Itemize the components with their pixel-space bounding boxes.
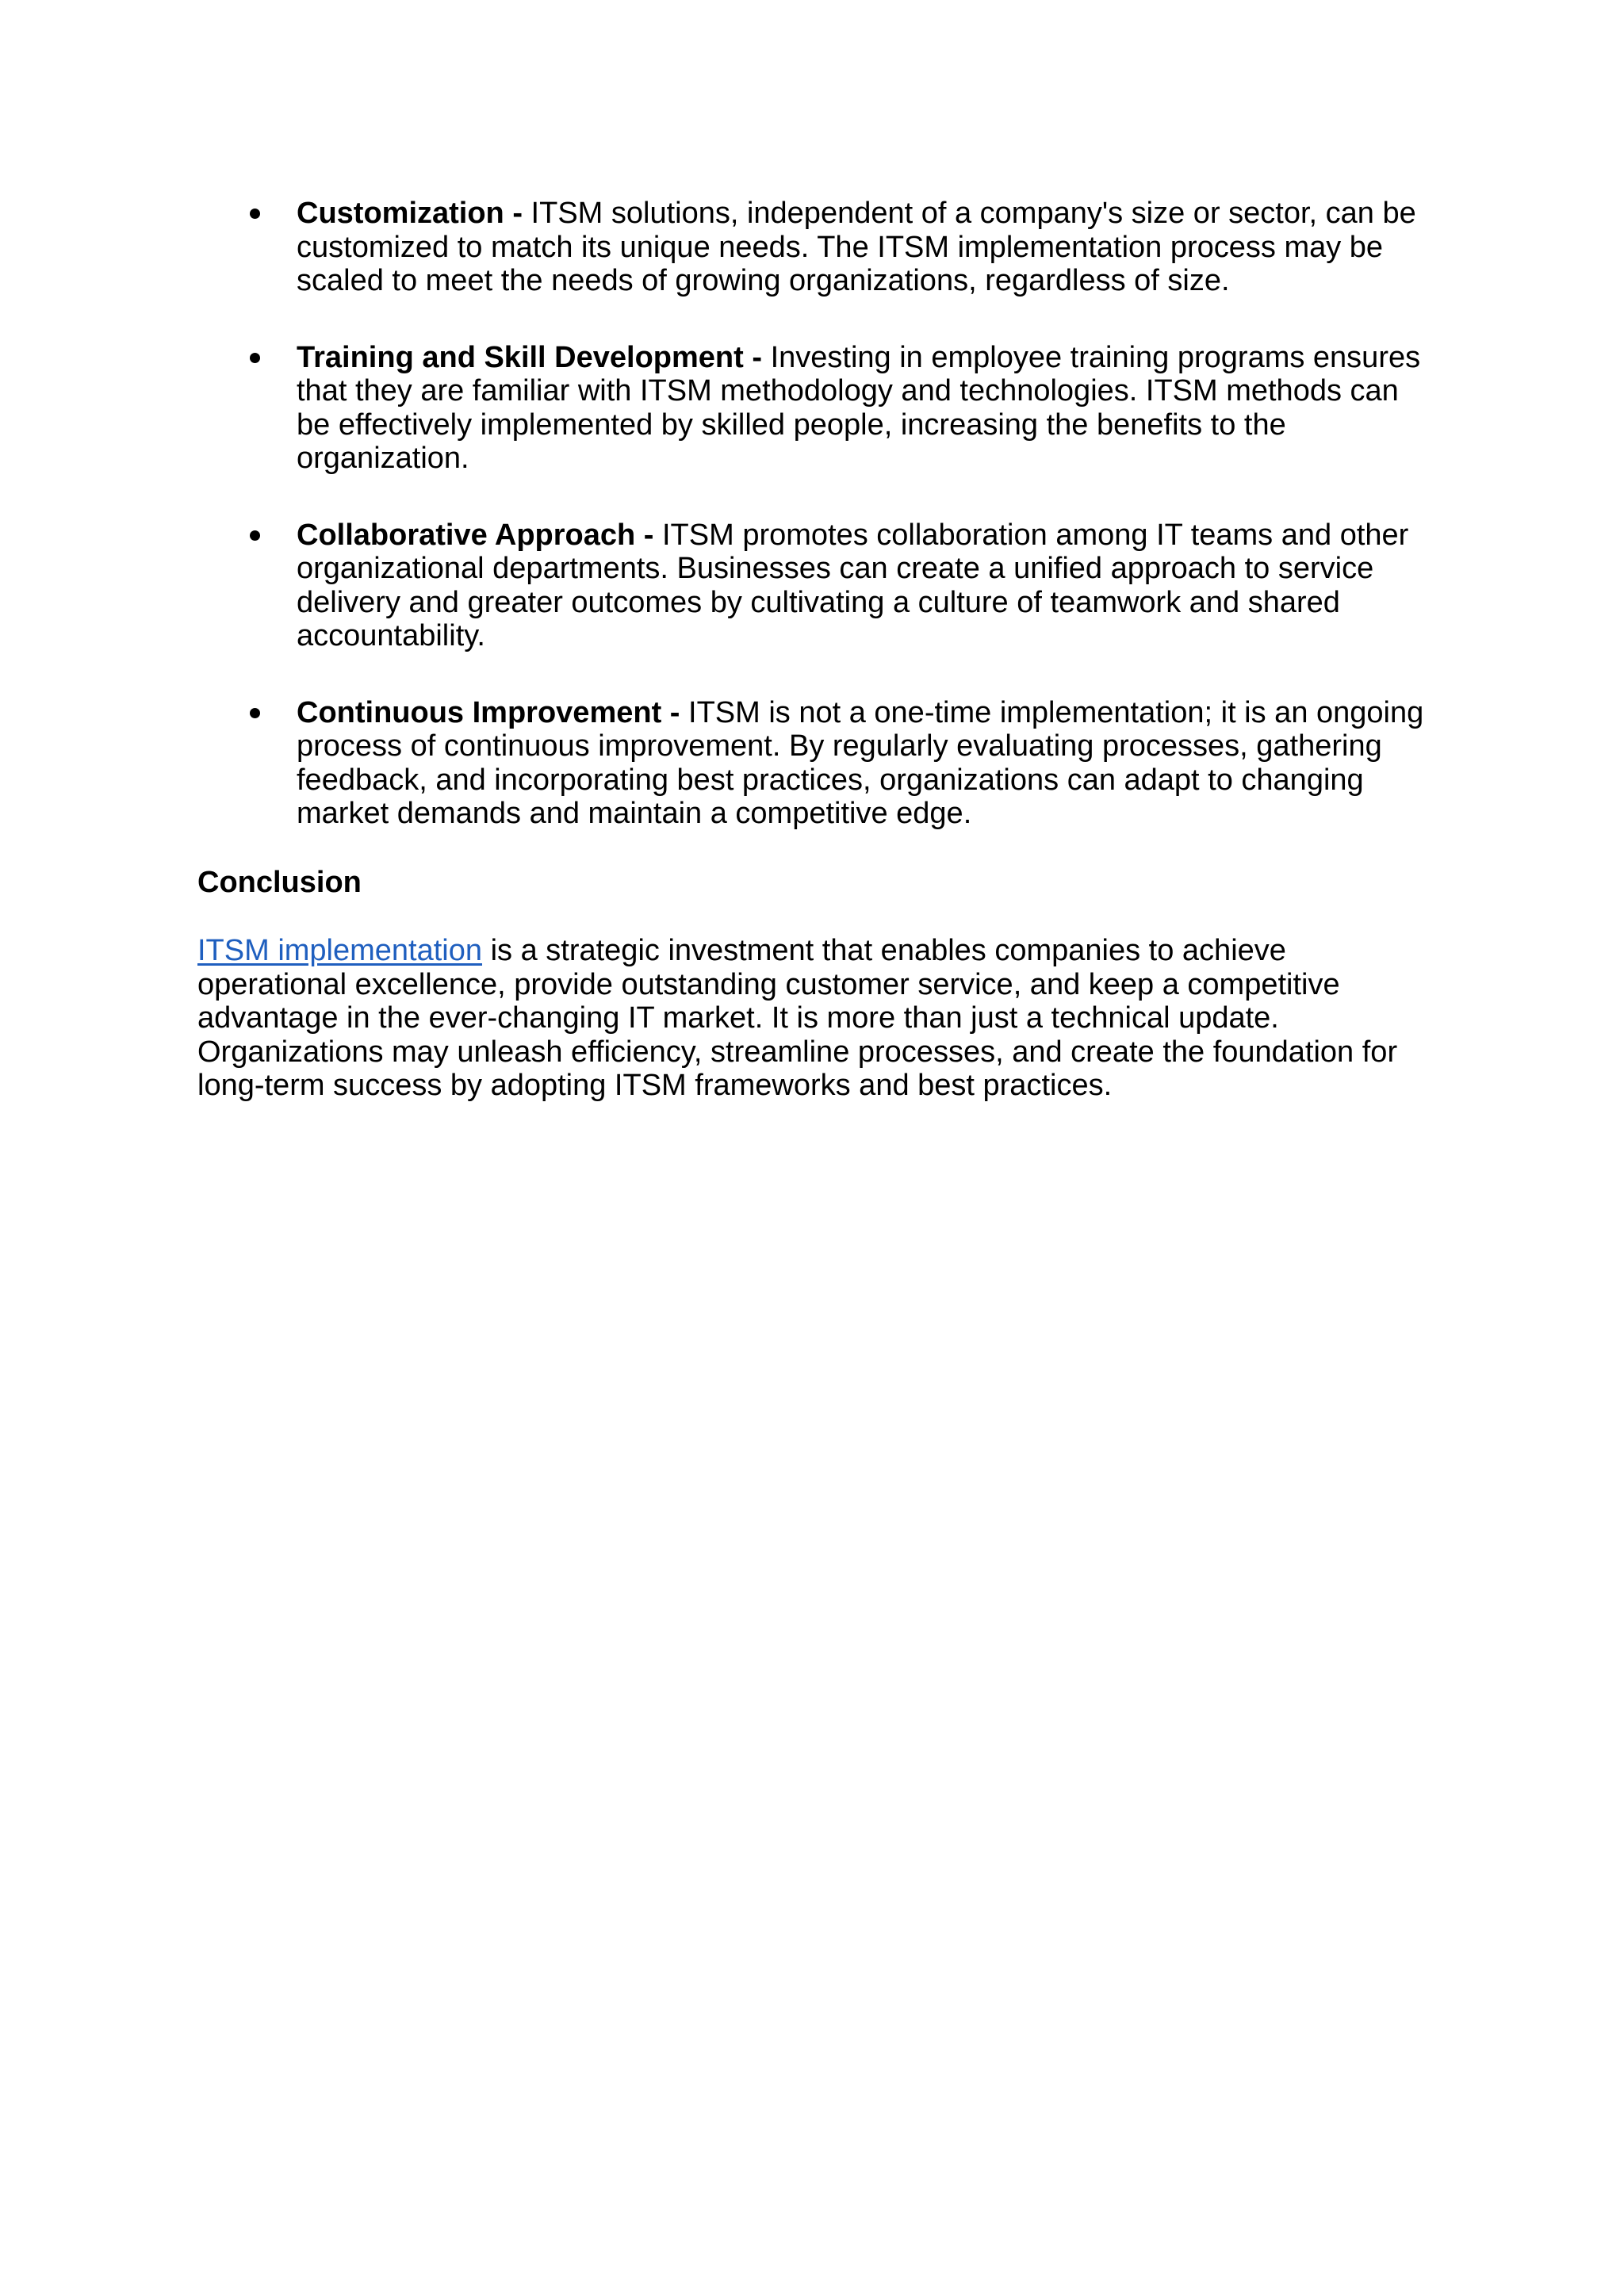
bullet-text: ITSM solutions, independent of a company's size or sector, can be customized to match its unique needs. The ITSM implementation process may be scaled to meet the needs of growing organizations, regardless of size. (297, 197, 1416, 297)
bullet-dot-icon (250, 708, 260, 718)
bullet-list (197, 197, 1434, 831)
bullet-title: Collaborative Approach - (297, 518, 654, 552)
bullet-item-customization (197, 197, 1434, 298)
itsm-implementation-link[interactable]: ITSM implementation (197, 934, 483, 967)
conclusion-paragraph (197, 934, 1434, 1103)
bullet-title: Customization - (297, 197, 523, 230)
bullet-item-training (197, 341, 1434, 476)
bullet-item-continuous (197, 696, 1434, 831)
bullet-text: Investing in employee training programs ensures that they are familiar with ITSM methodology and technologies. ITSM methods can be effectively implemented by skilled people, increasing the benefits to the organization. (297, 340, 1421, 475)
bullet-text: ITSM promotes collaboration among IT teams and other organizational departments. Businesses can create a unified approach to service delivery and greater outcomes by cultivating a culture of teamwork and shared accountability. (297, 518, 1409, 652)
bullet-title: Continuous Improvement - (297, 695, 680, 729)
conclusion-text: is a strategic investment that enables companies to achieve operational excellence, provide outstanding customer service, and keep a competitive advantage in the ever-changing IT market. It is more than just a technical update. Organizations may unleash efficiency, streamline processes, and create the foundation for long-term success by adopting ITSM frameworks and best practices. (197, 934, 1398, 1102)
bullet-text: ITSM is not a one-time implementation; it is an ongoing process of continuous improvement. By regularly evaluating processes, gathering feedback, and incorporating best practices, organizations can adapt to changing market demands and maintain a competitive edge. (297, 695, 1424, 830)
document-content (197, 197, 1434, 1103)
bullet-dot-icon (250, 530, 260, 541)
conclusion-heading: Conclusion (197, 865, 362, 899)
bullet-item-collaborative (197, 519, 1434, 653)
bullet-dot-icon (250, 209, 260, 219)
bullet-title: Training and Skill Development - (297, 340, 762, 374)
bullet-dot-icon (250, 353, 260, 363)
